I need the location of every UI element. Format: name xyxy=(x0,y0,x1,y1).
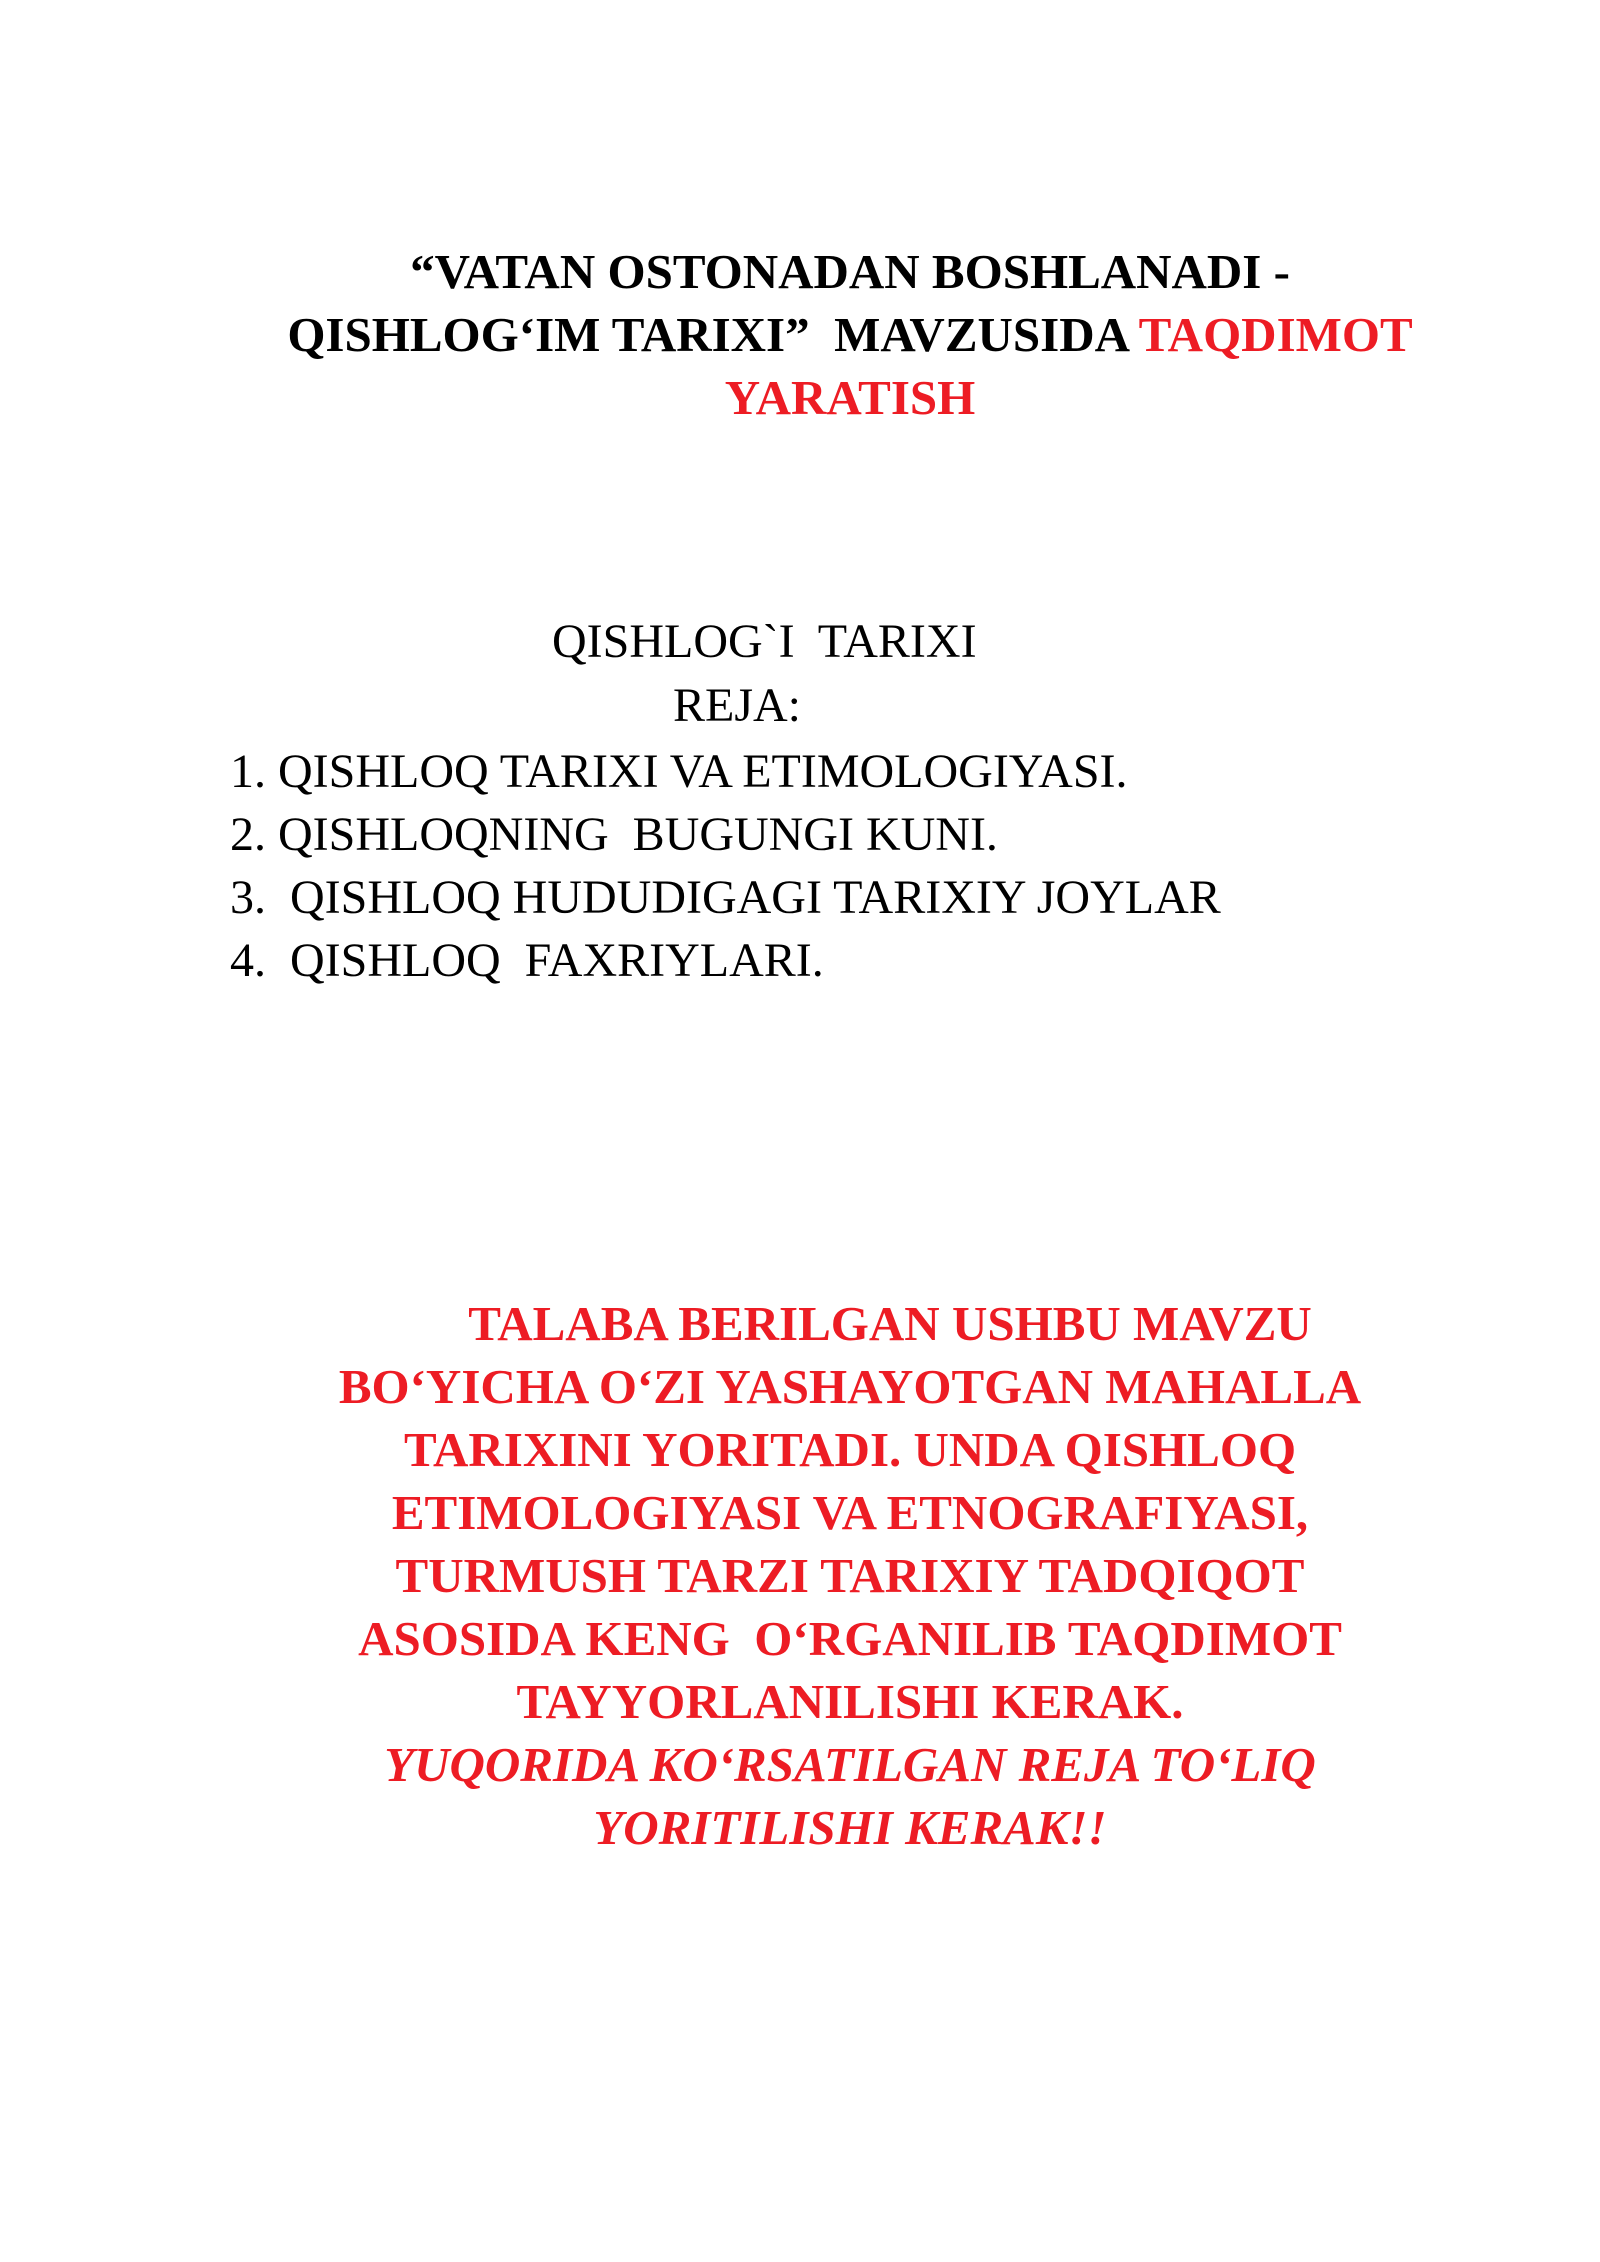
document-title xyxy=(200,240,1500,429)
title-line-2-text: QISHLOG‘IM TARIXI” MAVZUSIDA xyxy=(287,307,1139,362)
instruction-note-line: YORITILISHI KERAK!! xyxy=(593,1800,1107,1855)
instruction-line: TALABA BERILGAN USHBU MAVZU xyxy=(468,1296,1312,1351)
plan-reja-label: REJA: xyxy=(673,679,802,732)
title-line-1: “VATAN OSTONADAN BOSHLANADI - xyxy=(410,244,1290,299)
instruction-block xyxy=(250,1292,1450,1859)
instruction-line: ASOSIDA KENG O‘RGANILIB TAQDIMOT xyxy=(358,1611,1342,1666)
instruction-line: TAYYORLANILISHI KERAK. xyxy=(516,1674,1184,1729)
plan-heading: QISHLOG`I TARIXI xyxy=(552,615,977,668)
instruction-line: BO‘YICHA O‘ZI YASHAYOTGAN MAHALLA xyxy=(338,1359,1362,1414)
instruction-line: TURMUSH TARZI TARIXIY TADQIQOT xyxy=(395,1548,1305,1603)
plan-item: 2. QISHLOQNING BUGUNGI KUNI. xyxy=(230,808,998,861)
instruction-note-line: YUQORIDA KO‘RSATILGAN REJA TO‘LIQ xyxy=(384,1737,1316,1792)
plan-item: 3. QISHLOQ HUDUDIGAGI TARIXIY JOYLAR xyxy=(230,871,1221,924)
plan-item: 1. QISHLOQ TARIXI VA ETIMOLOGIYASI. xyxy=(230,745,1128,798)
plan-item: 4. QISHLOQ FAXRIYLARI. xyxy=(230,934,824,987)
title-highlight-taqdimot: TAQDIMOT xyxy=(1138,307,1413,362)
title-highlight-yaratish: YARATISH xyxy=(724,370,976,425)
plan-list xyxy=(230,740,1221,992)
instruction-line: TARIXINI YORITADI. UNDA QISHLOQ xyxy=(403,1422,1297,1477)
title-line-2 xyxy=(200,303,1500,366)
instruction-line: ETIMOLOGIYASI VA ETNOGRAFIYASI, xyxy=(391,1485,1309,1540)
